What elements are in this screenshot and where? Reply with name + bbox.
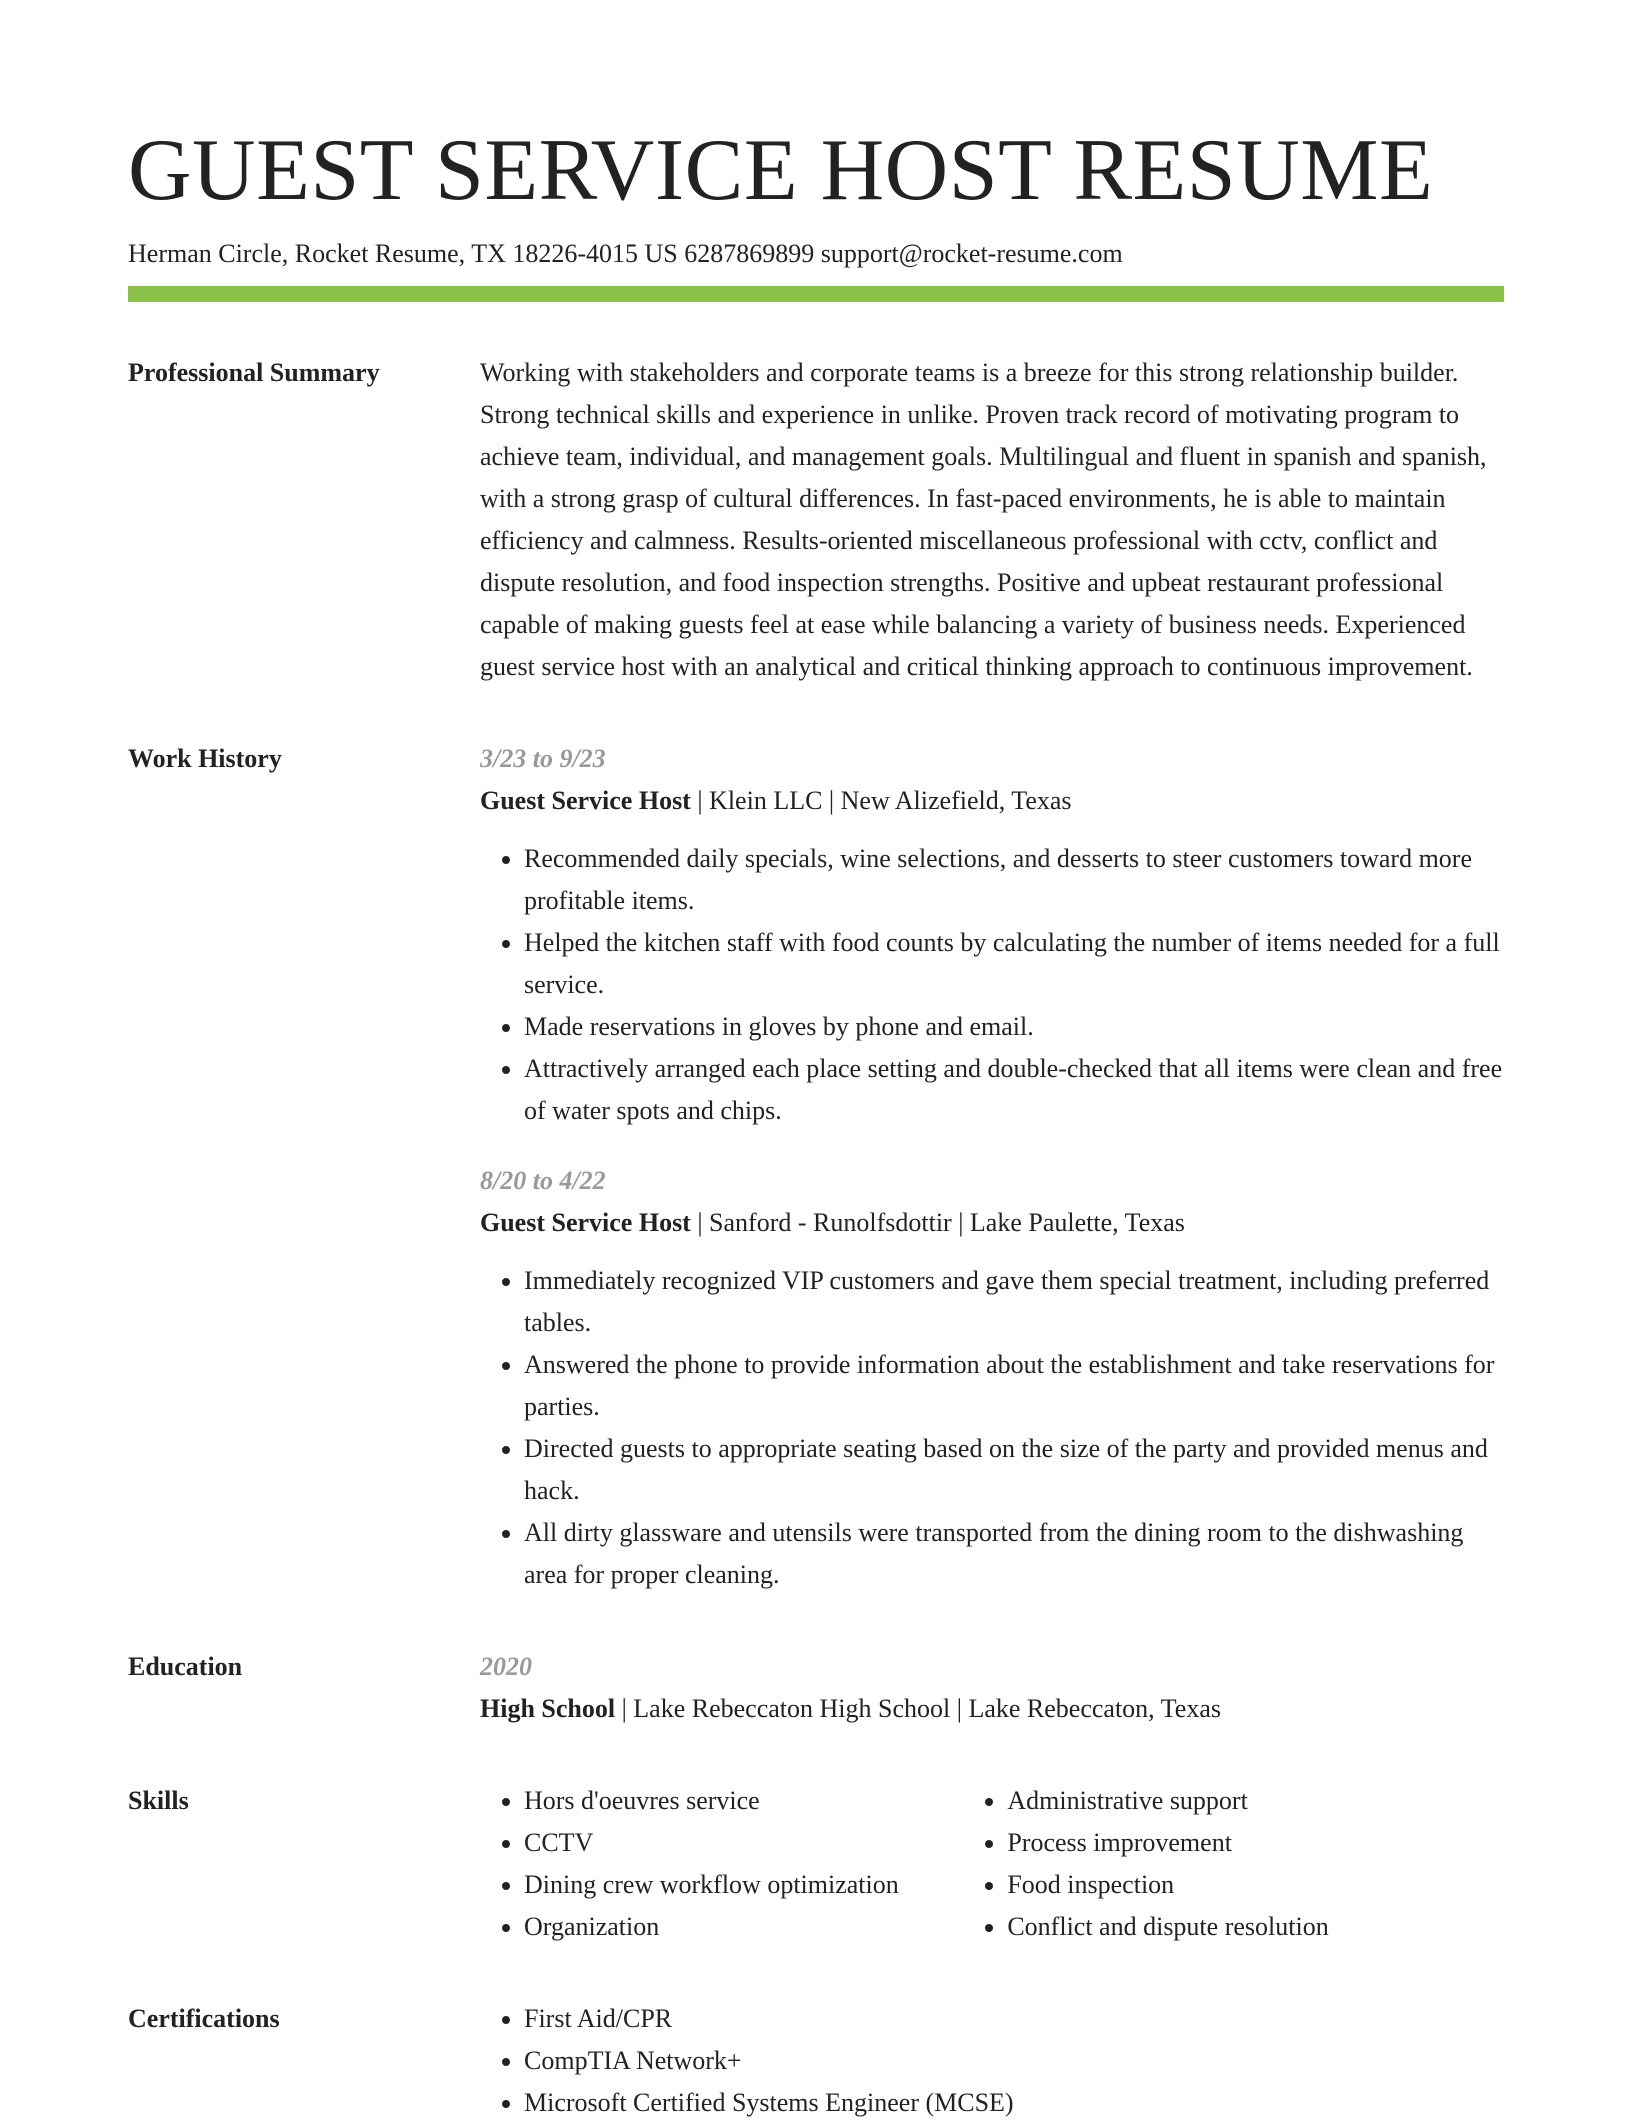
job-bullet: • Immediately recognized VIP customers and gave them special treatment, including preferred tables.	[524, 1260, 1504, 1344]
education-details: | Lake Rebeccaton High School | Lake Rebeccaton, Texas	[615, 1694, 1221, 1723]
contact-email: support@rocket-resume.com	[820, 239, 1123, 268]
job-bullet: • All dirty glassware and utensils were transported from the dining room to the dishwashing area for proper cleaning.	[524, 1512, 1504, 1596]
skill-item: • Organization	[524, 1906, 963, 1948]
certification-item: • First Aid/CPR	[524, 1998, 1504, 2040]
skill-item: • CCTV	[524, 1822, 963, 1864]
section-label-certifications: Certifications	[128, 2004, 280, 2033]
section-work-history	[128, 738, 1504, 1596]
job-bullets	[480, 1260, 1504, 1596]
education-year: 2020	[480, 1652, 532, 1681]
job-bullet: • Recommended daily specials, wine selections, and desserts to steer customers toward more profitable items.	[524, 838, 1504, 922]
skill-item: • Food inspection	[1007, 1864, 1504, 1906]
job-title: Guest Service Host	[480, 786, 691, 815]
job-bullet: • Answered the phone to provide information about the establishment and take reservations for parties.	[524, 1344, 1504, 1428]
skill-item: • Process improvement	[1007, 1822, 1504, 1864]
header-divider	[128, 286, 1504, 302]
section-summary	[128, 352, 1504, 688]
section-skills	[128, 1780, 1504, 1948]
skills-column-1	[480, 1780, 963, 1948]
job-heading	[480, 780, 1504, 822]
certification-item: • CompTIA Network+	[524, 2040, 1504, 2082]
job-bullet: • Directed guests to appropriate seating based on the size of the party and provided menus and hack.	[524, 1428, 1504, 1512]
section-label-work: Work History	[128, 744, 282, 773]
job-heading	[480, 1202, 1504, 1244]
job-title: Guest Service Host	[480, 1208, 691, 1237]
job-entry	[480, 1160, 1504, 1596]
resume-title: GUEST SERVICE HOST RESUME	[128, 122, 1434, 219]
certifications-body	[480, 1998, 1504, 2124]
resume-page	[128, 118, 1504, 2124]
job-dates: 3/23 to 9/23	[480, 744, 606, 773]
job-dates: 8/20 to 4/22	[480, 1166, 606, 1195]
certifications-list	[480, 1998, 1504, 2124]
certification-item: • Microsoft Certified Systems Engineer (MCSE)	[524, 2082, 1504, 2124]
skill-item: • Hors d'oeuvres service	[524, 1780, 963, 1822]
job-bullet: • Helped the kitchen staff with food counts by calculating the number of items needed for a full service.	[524, 922, 1504, 1006]
skills-column-2	[963, 1780, 1504, 1948]
job-details: | Sanford - Runolfsdottir | Lake Paulette, Texas	[690, 1208, 1185, 1237]
job-entry	[480, 738, 1504, 1132]
education-degree: High School	[480, 1694, 616, 1723]
job-bullet: • Made reservations in gloves by phone and email.	[524, 1006, 1504, 1048]
section-certifications	[128, 1998, 1504, 2124]
section-label-skills: Skills	[128, 1786, 189, 1815]
education-heading	[480, 1688, 1504, 1730]
skills-body	[480, 1780, 1504, 1948]
contact-address: Herman Circle, Rocket Resume, TX 18226-4015 US	[128, 239, 678, 268]
summary-text: Working with stakeholders and corporate teams is a breeze for this strong relationship builder. Strong technical skills and experience in unlike. Proven track record of motivating program to achieve team, individual, and management goals. Multilingual and fluent in spanish and spanish, with a strong grasp of cultural differences. In fast-paced environments, he is able to maintain efficiency and calmness. Results-oriented miscellaneous professional with cctv, conflict and dispute resolution, and food inspection strengths. Positive and upbeat restaurant professional capable of making guests feel at ease while balancing a variety of business needs. Experienced guest service host with an analytical and critical thinking approach to continuous improvement.	[480, 358, 1487, 681]
education-body	[480, 1646, 1504, 1730]
contact-phone: 6287869899	[684, 239, 815, 268]
work-body	[480, 738, 1504, 1596]
skill-item: • Dining crew workflow optimization	[524, 1864, 963, 1906]
skill-item: • Conflict and dispute resolution	[1007, 1906, 1504, 1948]
job-bullet: • Attractively arranged each place setting and double-checked that all items were clean and free of water spots and chips.	[524, 1048, 1504, 1132]
skill-item: • Administrative support	[1007, 1780, 1504, 1822]
section-label-education: Education	[128, 1652, 243, 1681]
summary-body	[480, 352, 1504, 688]
section-education	[128, 1646, 1504, 1730]
contact-line	[128, 236, 1504, 272]
job-details: | Klein LLC | New Alizefield, Texas	[690, 786, 1072, 815]
job-bullets	[480, 838, 1504, 1132]
section-label-summary: Professional Summary	[128, 358, 380, 387]
